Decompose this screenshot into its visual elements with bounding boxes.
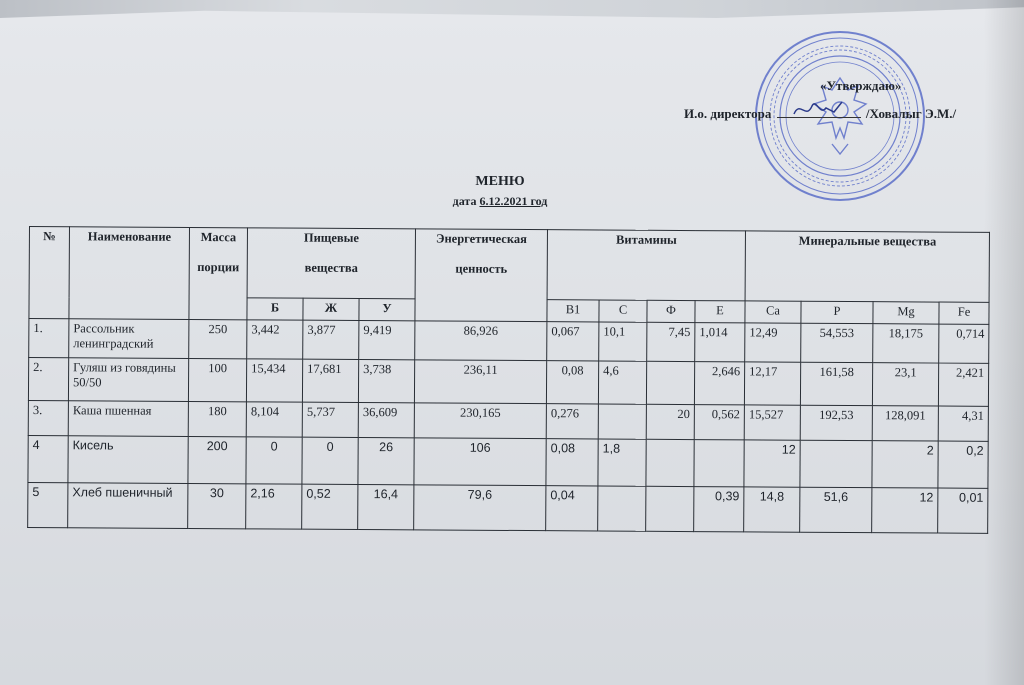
- cell-mass: 180: [188, 401, 246, 436]
- cell-num: 4: [28, 435, 68, 482]
- cell-c: 4,6: [598, 361, 646, 404]
- cell-f: 7,45: [647, 322, 695, 361]
- cell-fe: 0,714: [939, 324, 989, 363]
- cell-fe: 0,2: [938, 441, 988, 488]
- col-name: Наименование: [69, 227, 190, 320]
- cell-name: Кисель: [68, 436, 188, 484]
- date-value: 6.12.2021 год: [479, 194, 548, 208]
- cell-mass: 30: [188, 483, 246, 528]
- cell-b: 8,104: [246, 402, 302, 437]
- cell-b: 15,434: [246, 359, 302, 402]
- cell-fe: 4,31: [938, 406, 988, 441]
- cell-b: 3,442: [247, 320, 303, 359]
- sub-p: P: [801, 301, 873, 323]
- cell-f: [646, 361, 694, 404]
- sub-zh: Ж: [303, 298, 359, 320]
- cell-b: 0: [246, 437, 302, 484]
- cell-c: [598, 486, 646, 531]
- cell-mg: 23,1: [872, 363, 938, 406]
- cell-f: 20: [646, 404, 694, 439]
- cell-p: 161,58: [800, 362, 872, 405]
- cell-u: 26: [358, 438, 414, 485]
- cell-mg: 2: [872, 441, 938, 488]
- cell-b1: 0,276: [546, 404, 598, 439]
- cell-mass: 100: [188, 358, 246, 401]
- cell-u: 9,419: [359, 321, 415, 360]
- cell-c: 10,1: [599, 322, 647, 361]
- cell-mg: 18,175: [873, 324, 939, 363]
- cell-zh: 0,52: [302, 484, 358, 529]
- cell-energy: 236,11: [414, 360, 546, 404]
- sub-ca: Ca: [745, 301, 801, 323]
- cell-num: 5: [28, 482, 68, 527]
- cell-ca: 14,8: [744, 487, 800, 532]
- sub-b1: B1: [547, 300, 599, 322]
- cell-mass: 250: [189, 319, 247, 358]
- cell-name: Хлеб пшеничный: [68, 483, 188, 529]
- cell-e: 2,646: [694, 362, 744, 405]
- cell-u: 3,738: [358, 360, 414, 403]
- cell-c: [598, 404, 646, 439]
- cell-energy: 230,165: [414, 403, 546, 439]
- cell-c: 1,8: [598, 439, 646, 486]
- cell-ca: 12,49: [745, 323, 801, 362]
- cell-b1: 0,067: [547, 322, 599, 361]
- sub-u: У: [359, 299, 415, 321]
- table-header-row: [29, 227, 989, 303]
- cell-num: 2.: [28, 358, 68, 401]
- cell-mass: 200: [188, 436, 246, 483]
- director-label: И.о. директора: [684, 106, 772, 121]
- cell-p: 192,53: [800, 405, 872, 440]
- sub-mg: Mg: [873, 302, 939, 324]
- cell-name: Гуляш из говядины 50/50: [68, 358, 188, 402]
- cell-num: 1.: [29, 319, 69, 358]
- cell-ca: 12,17: [744, 362, 800, 405]
- menu-table: [27, 226, 990, 534]
- cell-energy: 106: [414, 438, 546, 486]
- cell-p: 51,6: [800, 487, 872, 532]
- cell-mg: 12: [872, 488, 938, 533]
- cell-p: [800, 440, 872, 487]
- cell-u: 36,609: [358, 403, 414, 438]
- cell-f: [646, 439, 694, 486]
- col-nutrients: Пищевые вещества: [247, 228, 415, 299]
- cell-e: [694, 440, 744, 487]
- sub-b: Б: [247, 298, 303, 320]
- cell-p: 54,553: [801, 323, 873, 362]
- table-row: [28, 482, 988, 533]
- col-vitamins: Витамины: [547, 230, 745, 301]
- cell-name: Каша пшенная: [68, 401, 188, 437]
- cell-zh: 17,681: [302, 359, 358, 402]
- paper-shadow: [984, 0, 1024, 685]
- cell-u: 16,4: [358, 485, 414, 530]
- cell-b1: 0,08: [546, 439, 598, 486]
- sub-c: С: [599, 300, 647, 322]
- table-row: [28, 400, 988, 441]
- cell-ca: 15,527: [744, 405, 800, 440]
- cell-zh: 5,737: [302, 402, 358, 437]
- sub-e: Е: [695, 301, 745, 323]
- cell-fe: 2,421: [938, 363, 988, 406]
- col-mass: Масса порции: [189, 227, 248, 319]
- cell-mg: 128,091: [872, 406, 938, 441]
- signature-icon: [790, 94, 850, 122]
- cell-b: 2,16: [246, 484, 302, 529]
- approve-label: «Утверждаю»: [820, 78, 902, 93]
- cell-energy: 86,926: [415, 321, 547, 361]
- date-line: [0, 194, 1000, 209]
- sub-fe: Fe: [939, 302, 989, 324]
- cell-f: [646, 486, 694, 531]
- cell-zh: 3,877: [303, 320, 359, 359]
- table-row: [29, 319, 989, 364]
- sub-f: Ф: [647, 300, 695, 322]
- col-num: №: [29, 227, 70, 319]
- cell-ca: 12: [744, 440, 800, 487]
- cell-e: 0,39: [694, 487, 744, 532]
- col-energy: Энергетическая ценность: [415, 229, 548, 322]
- cell-zh: 0: [302, 437, 358, 484]
- cell-b1: 0,04: [546, 486, 598, 531]
- cell-fe: 0,01: [938, 488, 988, 533]
- table-row: [28, 435, 988, 488]
- cell-b1: 0,08: [546, 361, 598, 404]
- director-name: /Ховалыг Э.М./: [865, 106, 957, 121]
- col-minerals: Минеральные вещества: [745, 231, 989, 302]
- date-label: дата: [452, 194, 477, 208]
- cell-name: Рассольник ленинградский: [69, 319, 189, 359]
- cell-num: 3.: [28, 400, 68, 435]
- table-row: [28, 358, 988, 407]
- page-title: МЕНЮ: [475, 174, 525, 189]
- cell-energy: 79,6: [414, 485, 546, 531]
- cell-e: 0,562: [694, 405, 744, 440]
- cell-e: 1,014: [695, 323, 745, 362]
